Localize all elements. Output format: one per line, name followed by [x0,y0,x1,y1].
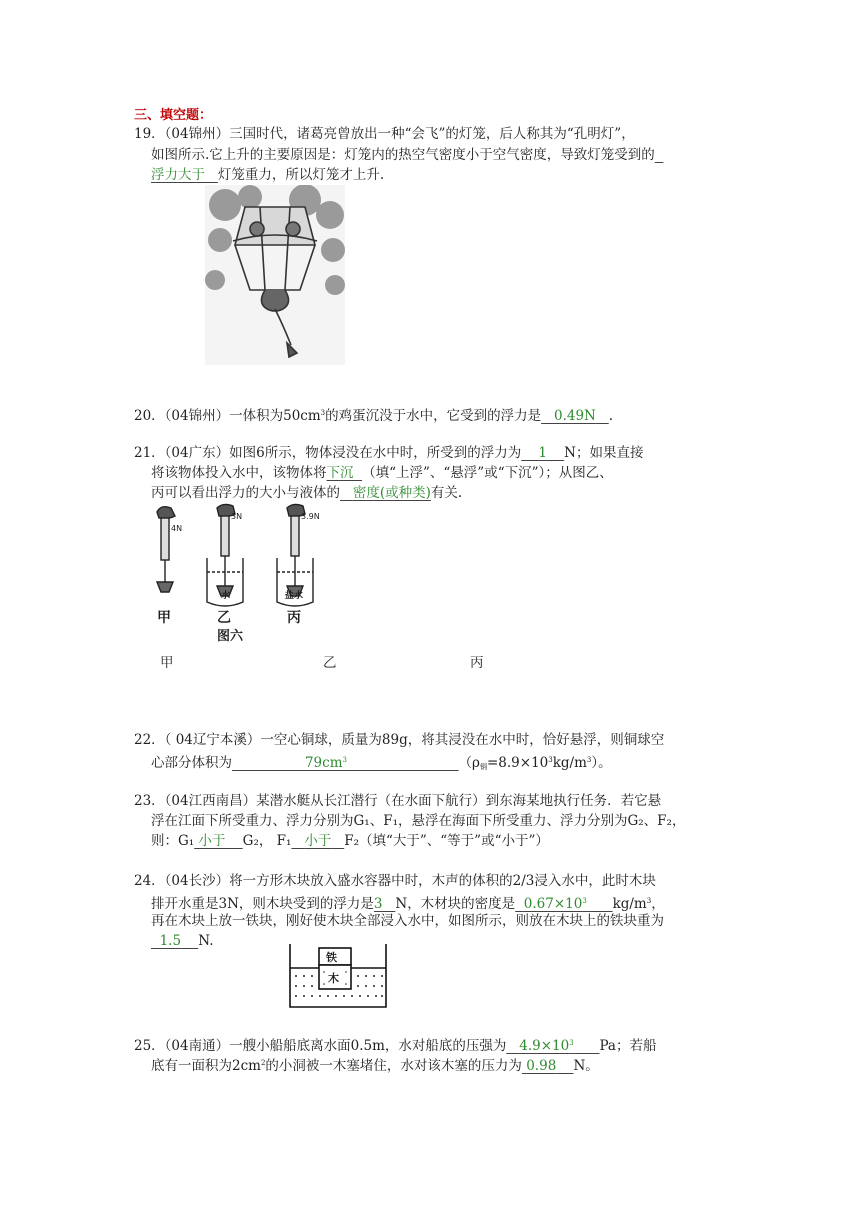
q20-line: 20．（04锦州）一体积为$50cm^3$的鸡蛋沉没于水中，它受到的浮力是 0.49N . [134,408,614,424]
q23-answer-1: 小于 [198,833,226,849]
q23-line-2: 浮在江面下所受重力、浮力分别为G₁、F₁，悬浮在海面下所受重力、浮力分别为G₂、F₂， [151,813,686,829]
q20-answer: 0.49N [554,408,596,424]
reading-bing: 3.9N [301,512,320,521]
wood-block-figure [288,944,388,1009]
q25-answer-2: 0.98 [526,1058,557,1074]
fig-label-jia: 甲 [157,610,171,626]
caption-yi: 乙 [323,655,337,671]
q22-answer: $79cm^3$ [304,755,347,771]
liquid-saltwater: 盐水 [285,591,304,601]
q22-line-2: 心部分体积为 $79cm^3$ $(\rho_铜=8.9\times 10^3kg/m^3)$。 [151,755,612,771]
q21-answer-1: 1 [538,445,547,461]
q21-line-1: 21．（04广东）如图6所示，物体浸没在水中时，所受到的浮力为 1 N；如果直接 [134,445,644,461]
q19-answer: 浮力大于 [151,167,205,183]
q25-line-1: 25．（04南通）一艘小船船底离水面0.5m，水对船底的压强为 $4.9\times 10^3$ Pa；若船 [134,1038,657,1054]
q24-answer-3: 1.5 [159,933,182,949]
fig-label-yi: 乙 [217,610,231,626]
q21-answer-3: 密度(或种类) [352,485,431,501]
iron-label: 铁 [326,951,337,964]
caption-bing: 丙 [470,655,484,671]
q19-line-1: 19．（04锦州）三国时代，诸葛亮曾放出一种“会飞”的灯笼，后人称其为“孔明灯”， [134,126,635,142]
figure-6-spring-scales [131,502,351,644]
q24-line-2: 排开水重是3N，则木块受到的浮力是3 N，木材块的密度是 $0.67\times 10^3$ $kg/m^3$， [151,896,665,912]
q25-answer-1: $4.9\times 10^3$ [519,1038,574,1054]
q24-line-3: 再在木块上放一铁块，刚好使木块全部浸入水中，如图所示，则放在木块上的铁块重为 [151,913,664,929]
q21-line-3: 丙可以看出浮力的大小与液体的 密度(或种类)有关. [151,485,463,501]
q23-line-3: 则：G₁ 小于 G₂， F₁ 小于 F₂（填“大于”、“等于”或“小于”） [151,833,549,849]
liquid-water: 水 [221,591,231,601]
q24-answer-2: $0.67\times 10^3$ [523,896,587,912]
q24-line-4: 1.5 N. [159,933,214,949]
reading-jia: 4N [171,524,183,533]
q24-line-1: 24．（04长沙）将一方形木块放入盛水容器中时，木声的体积的2/3浸入水中，此时木块 [134,873,656,889]
q21-answer-2: 下沉 [326,465,354,481]
fig-title: 图六 [217,629,244,644]
q21-line-2: 将该物体投入水中，该物体将下沉 （填“上浮”、“悬浮”或“下沉”）；从图乙、 [151,465,613,481]
q19-line-2: 如图所示.它上升的主要原因是：灯笼内的热空气密度小于空气密度，导致灯笼受到的 [151,147,655,163]
q22-line-1: 22．（ 04辽宁本溪）一空心铜球，质量为89g，将其浸没在水中时，恰好悬浮，则铜球空 [134,732,665,748]
q25-line-2: 底有一面积为$2cm^2$的小洞被一木塞堵住，水对该木塞的压力为 0.98 N。 [151,1058,599,1074]
reading-yi: 3N [231,512,243,521]
caption-jia: 甲 [160,655,174,671]
kongming-lantern-figure [205,185,345,365]
q23-line-1: 23．（04江西南昌）某潜水艇从长江潜行（在水面下航行）到东海某地执行任务．若它悬 [134,793,662,809]
wood-label: 木 [328,972,339,985]
q19-line-3: 浮力大于 灯笼重力，所以灯笼才上升. [151,167,385,183]
section-title: 三、填空题： [134,108,213,123]
fig-label-bing: 丙 [287,610,301,626]
q24-answer-1: 3 [373,896,383,912]
q23-answer-2: 小于 [304,833,332,849]
